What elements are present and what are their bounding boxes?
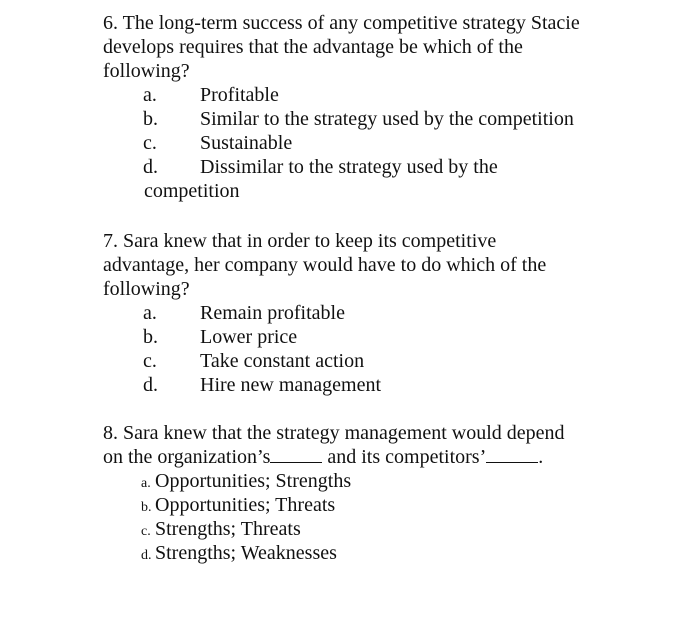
fill-in-blank — [486, 445, 538, 463]
option-text: Profitable — [200, 84, 279, 106]
option-letter: b. — [141, 500, 152, 515]
option-letter: d. — [141, 548, 152, 563]
option-letter: d. — [143, 374, 158, 396]
option-letter: c. — [143, 132, 157, 154]
option-letter: b. — [143, 108, 158, 130]
option-text: Strengths; Threats — [155, 518, 301, 540]
option-b — [103, 107, 663, 131]
stem-line: 6. The long-term success of any competitive strategy Stacie — [103, 12, 580, 34]
question-stem — [103, 229, 663, 301]
option-letter: b. — [143, 326, 158, 348]
stem-line: develops requires that the advantage be which of the — [103, 36, 523, 58]
option-d — [103, 155, 663, 203]
option-text: Remain profitable — [200, 302, 345, 324]
stem-line: 8. Sara knew that the strategy management would depend — [103, 422, 565, 444]
option-text: Opportunities; Strengths — [155, 470, 352, 492]
answer-options — [103, 83, 663, 203]
option-text: Sustainable — [200, 132, 293, 154]
option-text: Take constant action — [200, 350, 365, 372]
option-b — [103, 325, 663, 349]
answer-options — [103, 469, 663, 565]
stem-line-part: on the organization’s — [103, 446, 271, 468]
option-c — [103, 517, 663, 541]
option-a — [103, 83, 663, 107]
option-a — [103, 301, 663, 325]
question-8 — [103, 421, 663, 565]
option-letter: d. — [143, 156, 158, 178]
stem-line-part: . — [538, 446, 544, 468]
option-text: Lower price — [200, 326, 298, 348]
question-6 — [103, 11, 663, 203]
option-c — [103, 349, 663, 373]
option-d — [103, 541, 663, 565]
option-text: Opportunities; Threats — [155, 494, 336, 516]
option-letter: c. — [143, 350, 157, 372]
stem-line: 7. Sara knew that in order to keep its competitive — [103, 230, 497, 252]
option-text: Strengths; Weaknesses — [155, 542, 337, 564]
option-letter: a. — [141, 476, 151, 491]
stem-line: following? — [103, 278, 190, 300]
option-text: Dissimilar to the strategy used by the — [200, 156, 498, 178]
question-7 — [103, 229, 663, 397]
answer-options — [103, 301, 663, 397]
stem-line: advantage, her company would have to do which of the — [103, 254, 547, 276]
option-a — [103, 469, 663, 493]
option-letter: c. — [141, 524, 151, 539]
option-text-continued: competition — [144, 180, 240, 202]
option-letter: a. — [143, 302, 157, 324]
option-text: Similar to the strategy used by the competition — [200, 108, 574, 130]
stem-line-part: and its competitors’ — [327, 446, 487, 468]
question-stem — [103, 421, 663, 469]
question-stem — [103, 11, 663, 83]
stem-line: following? — [103, 60, 190, 82]
option-letter: a. — [143, 84, 157, 106]
option-b — [103, 493, 663, 517]
option-text: Hire new management — [200, 374, 382, 396]
fill-in-blank — [270, 445, 322, 463]
option-c — [103, 131, 663, 155]
option-d — [103, 373, 663, 397]
